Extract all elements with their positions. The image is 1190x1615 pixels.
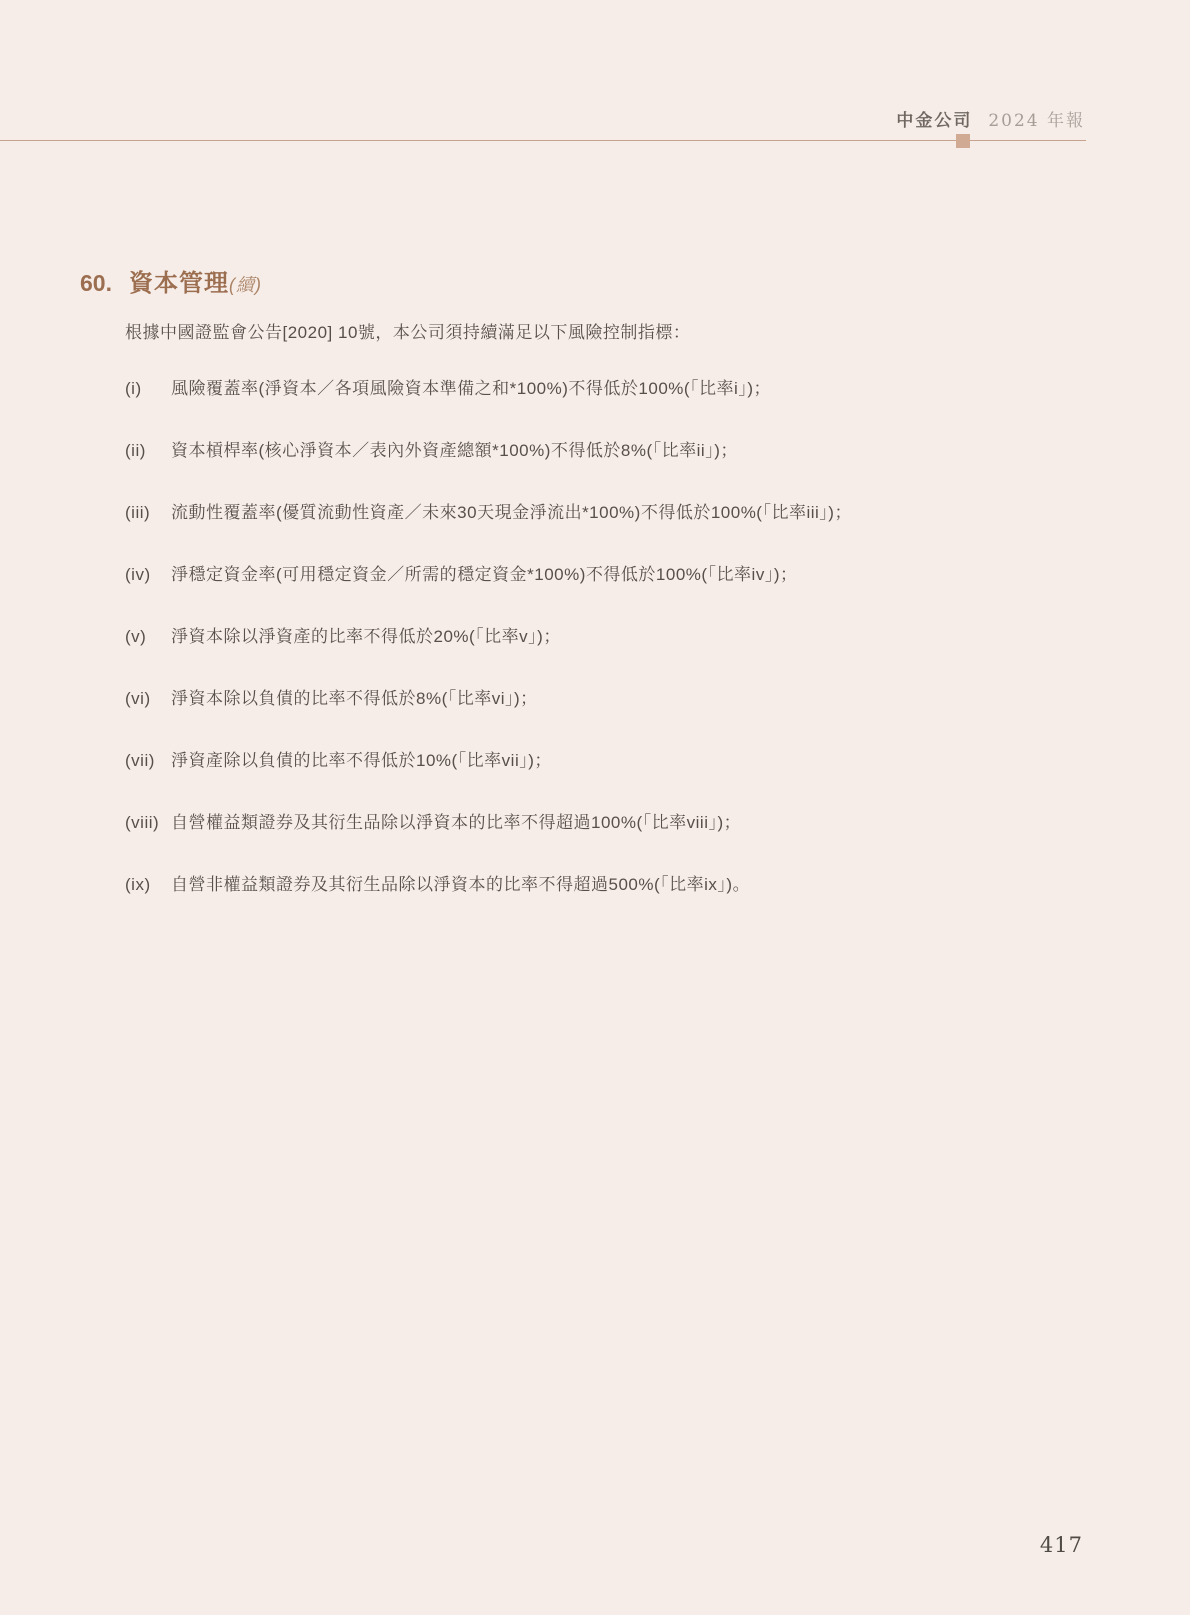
list-item-text: 淨穩定資金率(可用穩定資金／所需的穩定資金*100%)不得低於100%(「比率iv」)； xyxy=(171,565,798,584)
list-item xyxy=(125,876,1105,894)
ratio-list xyxy=(125,380,1105,938)
list-item-marker: (i) xyxy=(125,379,142,398)
list-item-text: 淨資本除以淨資產的比率不得低於20%(「比率v」)； xyxy=(171,627,561,646)
list-item xyxy=(125,814,1105,832)
list-item xyxy=(125,442,1105,460)
list-item-text: 淨資本除以負債的比率不得低於8%(「比率vi」)； xyxy=(171,689,538,708)
list-item-marker: (ix) xyxy=(125,875,151,894)
list-item-marker: (viii) xyxy=(125,813,160,832)
list-item-text: 流動性覆蓋率(優質流動性資產／未來30天現金淨流出*100%)不得低於100%(「比率iii」)； xyxy=(171,503,852,522)
list-item xyxy=(125,380,1105,398)
list-item-text: 淨資產除以負債的比率不得低於10%(「比率vii」)； xyxy=(171,751,552,770)
section-number: 60. xyxy=(80,270,112,296)
page-number: 417 xyxy=(1039,1533,1083,1557)
list-item xyxy=(125,566,1105,584)
header-divider xyxy=(0,140,1086,141)
list-item xyxy=(125,628,1105,646)
list-item-marker: (iv) xyxy=(125,565,151,584)
header-square-marker-icon xyxy=(956,134,970,148)
page-header xyxy=(896,106,1085,131)
list-item-text: 自營非權益類證券及其衍生品除以淨資本的比率不得超過500%(「比率ix」)。 xyxy=(171,875,751,894)
list-item-marker: (v) xyxy=(125,627,147,646)
section-title: 資本管理 xyxy=(128,270,229,297)
list-item-text: 自營權益類證券及其衍生品除以淨資本的比率不得超過100%(「比率viii」)； xyxy=(171,813,742,832)
section-title-suffix: (續) xyxy=(228,275,262,295)
report-edition: 2024 年報 xyxy=(988,111,1085,131)
intro-paragraph: 根據中國證監會公告[2020] 10號，本公司須持續滿足以下風險控制指標： xyxy=(125,323,691,342)
list-item xyxy=(125,690,1105,708)
list-item-marker: (iii) xyxy=(125,503,151,522)
company-name: 中金公司 xyxy=(896,111,973,131)
list-item-text: 風險覆蓋率(淨資本／各項風險資本準備之和*100%)不得低於100%(「比率i」)； xyxy=(171,379,771,398)
section-heading xyxy=(80,263,262,298)
list-item-marker: (ii) xyxy=(125,441,146,460)
list-item xyxy=(125,504,1105,522)
list-item xyxy=(125,752,1105,770)
list-item-marker: (vii) xyxy=(125,751,155,770)
list-item-text: 資本槓桿率(核心淨資本／表內外資產總額*100%)不得低於8%(「比率ii」)； xyxy=(171,441,738,460)
list-item-marker: (vi) xyxy=(125,689,151,708)
